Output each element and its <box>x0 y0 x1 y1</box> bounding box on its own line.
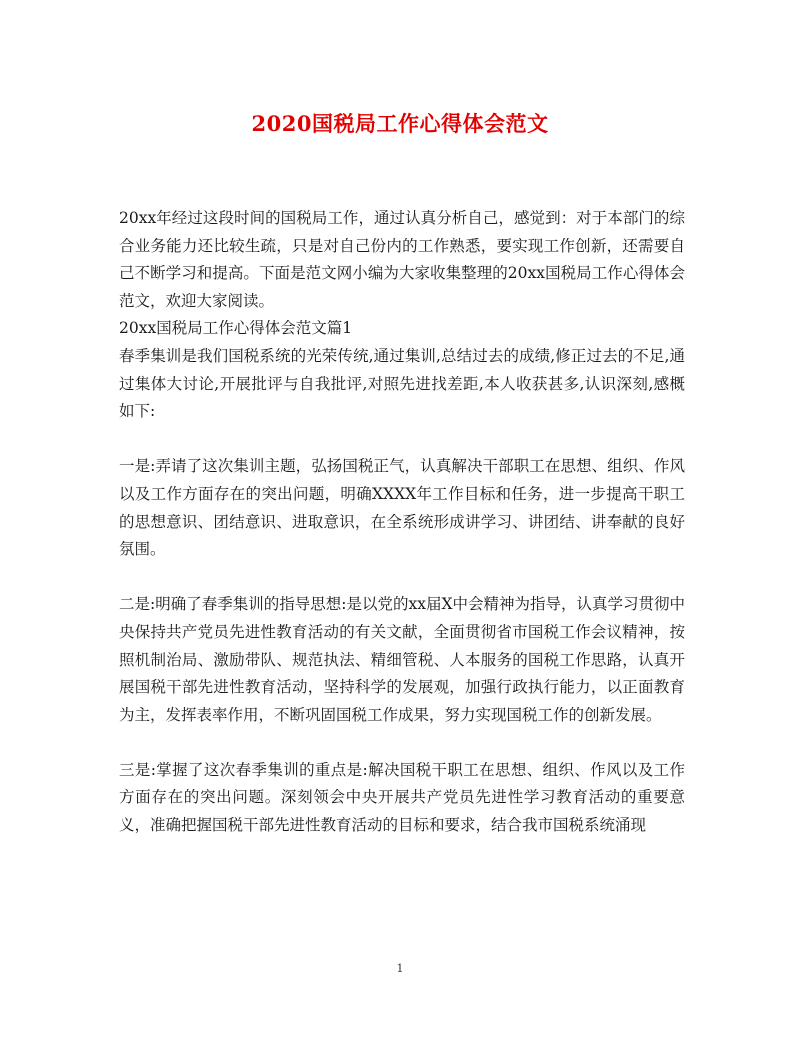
body-paragraph: 三是:掌握了这次春季集训的重点是:解决国税干职工在思想、组织、作风以及工作方面存在的突出问题。深刻领会中央开展共产党员先进性学习教育活动的重要意义，准确把握国税干部先进性教育活动的目标和要求，结合我市国税系统涌现 <box>119 760 685 835</box>
body-paragraph: 一是:弄请了这次集训主题，弘扬国税正气，认真解决干部职工在思想、组织、作风以及工作方面存在的突出问题，明确XXXX年工作目标和任务，进一步提高干职工的思想意识、团结意识、进取意识，在全系统形成讲学习、讲团结、讲奉献的良好氛围。 <box>119 457 685 559</box>
intro-paragraph: 20xx年经过这段时间的国税局工作，通过认真分析自己，感觉到：对于本部门的综合业务能力还比较生疏，只是对自己份内的工作熟悉，要实现工作创新，还需要自己不断学习和提高。下面是范文网小编为大家收集整理的20xx国税局工作心得体会范文，欢迎大家阅读。 <box>119 209 685 310</box>
document-body <box>119 205 685 840</box>
body-paragraph: 二是:明确了春季集训的指导思想:是以党的xx届X中会精神为指导，认真学习贯彻中央保持共产党员先进性教育活动的有关文献，全面贯彻省市国税工作会议精神，按照机制治局、激励带队、规范执法、精细管税、人本服务的国税工作思路，认真开展国税干部先进性教育活动，坚持科学的发展观，加强行政执行能力，以正面教育为主，发挥表率作用，不断巩固国税工作成果，努力实现国税工作的创新发展。 <box>119 595 685 724</box>
page-number: 1 <box>396 962 404 975</box>
document-title: 2020国税局工作心得体会范文 <box>251 111 549 136</box>
section-heading: 20xx国税局工作心得体会范文篇1 <box>119 319 353 338</box>
body-paragraph: 春季集训是我们国税系统的光荣传统,通过集训,总结过去的成绩,修正过去的不足,通过集体大讨论,开展批评与自我批评,对照先进找差距,本人收获甚多,认识深刻,感概如下: <box>119 346 685 421</box>
